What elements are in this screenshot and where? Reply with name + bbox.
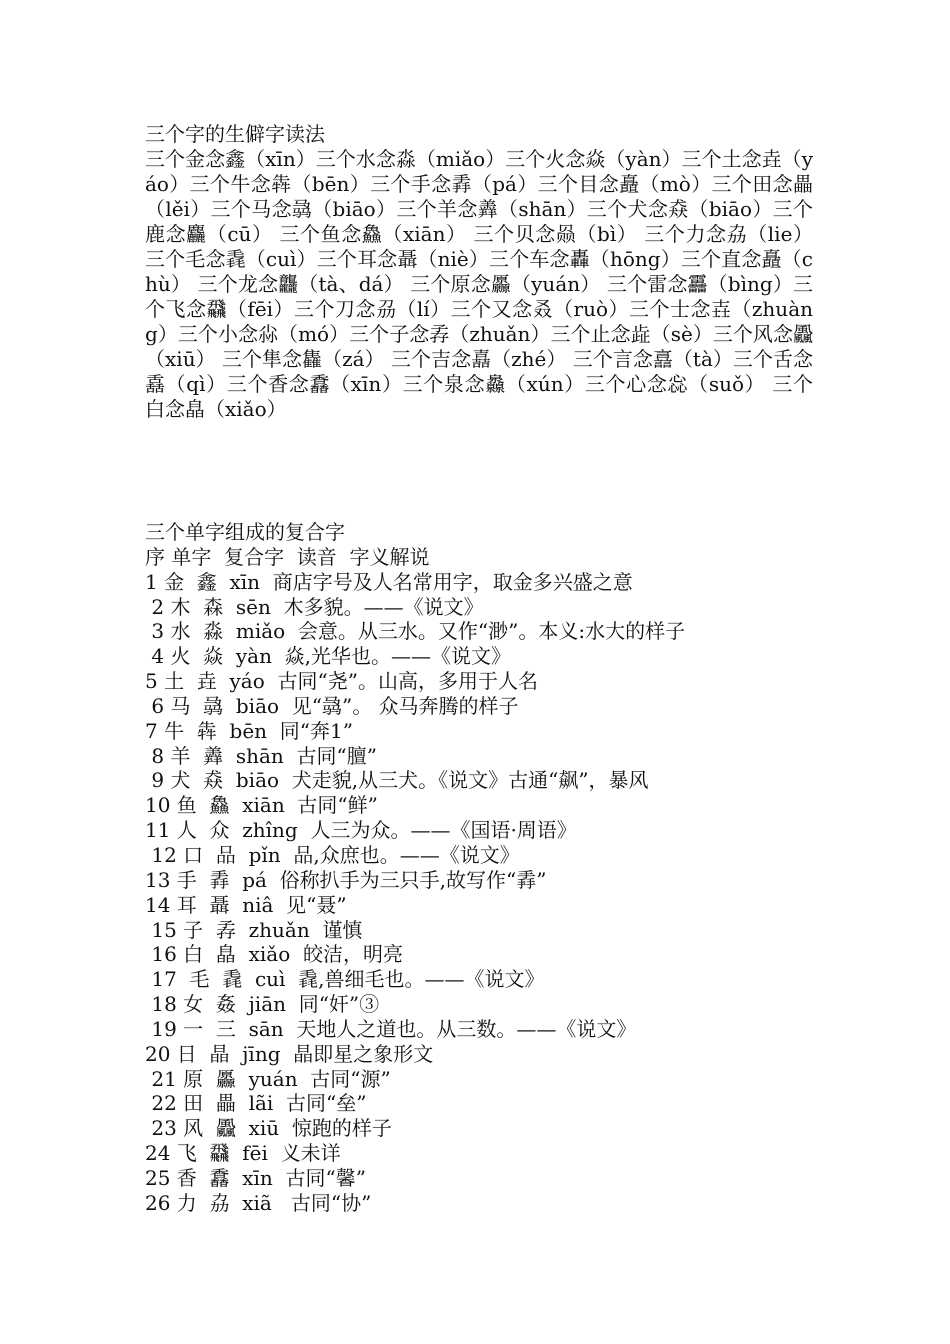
- table-row: 4 火 焱 yàn 焱,光华也。——《说文》: [145, 644, 512, 669]
- table-row: 6 马 骉 biāo 见“骉”。 众马奔腾的样子: [145, 693, 519, 718]
- table-row: 21 原 厵 yuán 古同“源”: [145, 1066, 391, 1091]
- table-row: 13 手 掱 pá 俗称扒手为三只手,故写作“掱”: [145, 867, 547, 892]
- table-row: 24 飞 飝 fēi 义未详: [145, 1141, 341, 1166]
- compound-characters-section: [145, 520, 685, 1216]
- table-row: 7 牛 犇 bēn 同“奔1”: [145, 718, 353, 743]
- table-row: 19 一 三 sān 天地人之道也。从三数。——《说文》: [145, 1016, 637, 1041]
- table-row: 10 鱼 鱻 xiān 古同“鲜”: [145, 793, 378, 818]
- table-row: 25 香 馫 xīn 古同“馨”: [145, 1165, 366, 1190]
- table-row: 5 土 垚 yáo 古同“尧”。山高，多用于人名: [145, 669, 538, 694]
- table-row: 15 子 孨 zhuǎn 谨慎: [145, 917, 363, 942]
- section-title-pronunciation: 三个字的生僻字读法: [145, 122, 325, 146]
- table-row: 16 白 皛 xiǎo 皎洁，明亮: [145, 942, 403, 967]
- table-row: 17 毛 毳 cuì 毳,兽细毛也。——《说文》: [145, 967, 545, 992]
- table-row: 8 羊 羴 shān 古同“膻”: [145, 743, 377, 768]
- table-header: 序 单字 复合字 读音 字义解说: [145, 544, 430, 569]
- table-row: 26 力 劦 xiã 古同“协”: [145, 1190, 372, 1215]
- table-row: 14 耳 聶 niâ 见“聂”: [145, 892, 347, 917]
- table-row: 23 风 飍 xiū 惊跑的样子: [145, 1116, 392, 1141]
- table-row: 18 女 姦 jiān 同“奸”③: [145, 992, 380, 1017]
- table-row: 11 人 众 zhîng 人三为众。——《国语·周语》: [145, 818, 577, 843]
- table-row: 9 犬 猋 biāo 犬走貌,从三犬。《说文》古通“飙”，暴风: [145, 768, 649, 793]
- table-row: 20 日 晶 jīng 晶即星之象形文: [145, 1041, 434, 1066]
- table-row: 1 金 鑫 xīn 商店字号及人名常用字，取金多兴盛之意: [145, 569, 633, 594]
- document-page: [145, 122, 813, 1215]
- table-row: 3 水 淼 miǎo 会意。从三水。又作“渺”。本义:水大的样子: [145, 619, 686, 644]
- section-title-compound: 三个单字组成的复合字: [145, 520, 345, 544]
- table-row: 12 口 品 pǐn 品,众庶也。——《说文》: [145, 842, 520, 867]
- table-row: 22 田 畾 lãi 古同“垒”: [145, 1091, 367, 1116]
- table-row: 2 木 森 sēn 木多貌。——《说文》: [145, 594, 484, 619]
- pronunciation-paragraph: 三个金念鑫（xīn）三个水念淼（miǎo）三个火念焱（yàn）三个土念垚（yáo）三个牛念犇（bēn）三个手念掱（pá）三个目念矗（mò）三个田念畾（lěi）三个马念骉（biāo）三个羊念羴（shān）三个犬念猋（biāo）三个鹿念麤（cū） 三个鱼念鱻（xiān） 三个贝念赑（bì） 三个力念劦（lie）三个毛念毳（cuì）三个耳念聶（niè）三个车念轟（hōng）三个直念矗（chù） 三个龙念龘（tà、dá） 三个原念厵（yuán） 三个雷念靐（bìng）三个飞念飝（fēi）三个刀念刕（lí）三个又念叒（ruò）三个士念壵（zhuàng）三个小念尛（mó）三个子念孨（zhuǎn）三个止念歮（sè）三个风念飍（xiū） 三个隼念雥（zá） 三个吉念嚞（zhé） 三个言念譶（tà）三个舌念舙（qì）三个香念馫（xīn）三个泉念灥（xún）三个心念惢（suǒ） 三个白念皛（xiǎo）: [145, 147, 813, 421]
